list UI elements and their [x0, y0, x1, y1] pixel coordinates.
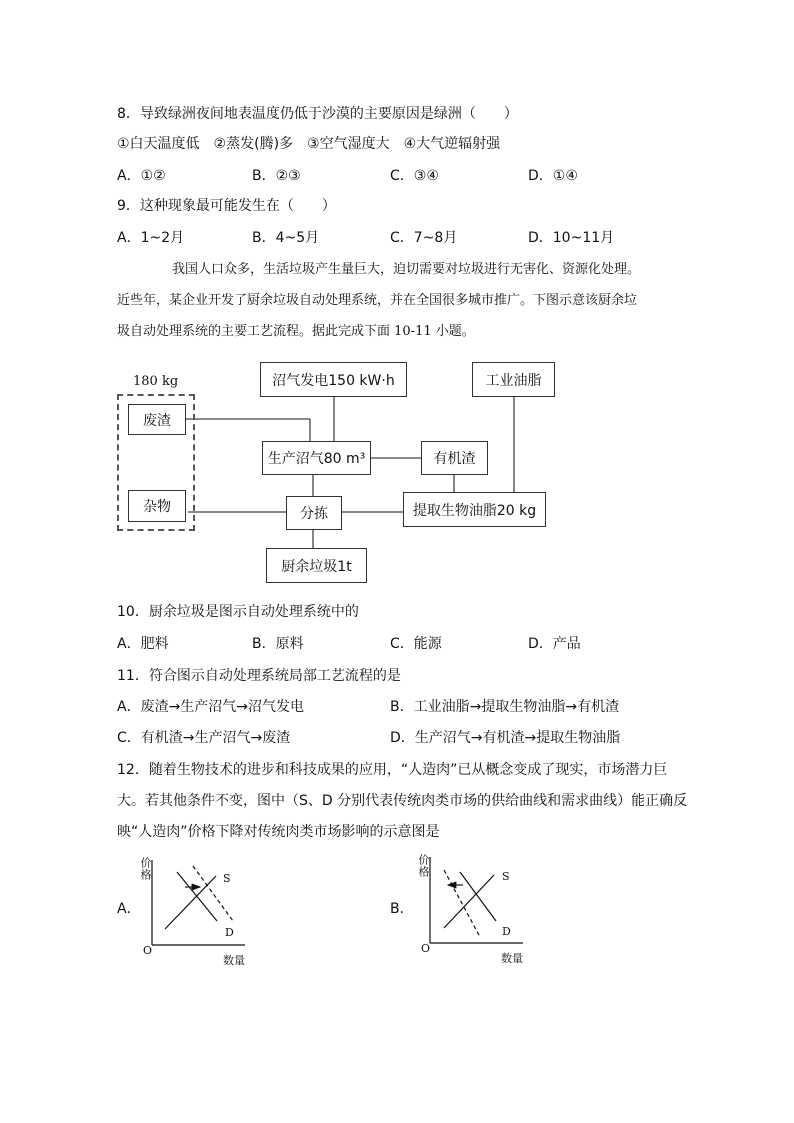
intro-line-2: 近些年，某企业开发了厨余垃圾自动处理系统，并在全国很多城市推广。下图示意该厨余垃 [117, 293, 638, 308]
q10-option-a: A．肥料 [117, 636, 169, 652]
q9-option-d: D．10~11月 [528, 230, 615, 246]
graph-a-label: A． [117, 901, 141, 917]
graph-b-y-label: 价格 [417, 854, 430, 878]
q11-option-d: D．生产沼气→有机渣→提取生物油脂 [390, 730, 621, 746]
q8-stem: 8．导致绿洲夜间地表温度仍低于沙漠的主要原因是绿洲（ ） [117, 106, 518, 122]
q8-option-a: A．①② [117, 168, 166, 184]
sorting-box: 分拣 [286, 496, 342, 530]
waste-residue-box: 废渣 [128, 404, 186, 435]
q10-option-b: B．原料 [252, 636, 304, 652]
graph-a-s-label: S [223, 872, 231, 885]
graph-b-label: B． [390, 901, 414, 917]
debris-box: 杂物 [128, 490, 186, 522]
q11-option-a: A．废渣→生产沼气→沼气发电 [117, 699, 305, 715]
q9-option-c: C．7~8月 [390, 230, 458, 246]
graph-b-s-label: S [502, 870, 510, 883]
biogas-power-box: 沼气发电150 kW·h [260, 362, 407, 397]
q10-option-d: D．产品 [528, 636, 581, 652]
q11-stem: 11．符合图示自动处理系统局部工艺流程的是 [117, 668, 401, 684]
graph-a-origin: O [143, 944, 153, 957]
organic-residue-box: 有机渣 [421, 441, 488, 475]
graph-b-d-label: D [502, 925, 511, 938]
q9-option-a: A．1~2月 [117, 230, 185, 246]
q8-option-d: D．①④ [528, 168, 578, 184]
q10-option-c: C．能源 [390, 636, 442, 652]
q9-stem: 9．这种现象最可能发生在（ ） [117, 198, 336, 214]
kitchen-waste-box: 厨余垃圾1t [266, 548, 367, 583]
graph-a-x-label: 数量 [223, 954, 245, 967]
graph-a-d-label: D [225, 926, 234, 939]
graph-b-x-label: 数量 [501, 952, 523, 965]
q9-option-b: B．4~5月 [252, 230, 320, 246]
intro-line-3: 圾自动处理系统的主要工艺流程。据此完成下面 10-11 小题。 [117, 324, 475, 339]
industrial-oil-box: 工业油脂 [472, 362, 555, 397]
graph-b-origin: O [421, 942, 431, 955]
q11-option-c: C．有机渣→生产沼气→废渣 [117, 730, 291, 746]
residue-weight-label: 180 kg [133, 374, 179, 389]
q12-line-2: 大。若其他条件不变，图中（S、D 分别代表传统肉类市场的供给曲线和需求曲线）能正确反 [117, 793, 688, 809]
intro-line-1: 我国人口众多，生活垃圾产生量巨大，迫切需要对垃圾进行无害化、资源化处理。 [172, 262, 641, 277]
q8-items: ①白天温度低 ②蒸发(腾)多 ③空气湿度大 ④大气逆辐射强 [117, 136, 501, 152]
biogas-production-box: 生产沼气80 m³ [262, 441, 371, 475]
graph-b-demand-shifted [444, 870, 480, 937]
q11-option-b: B．工业油脂→提取生物油脂→有机渣 [390, 699, 620, 715]
q10-stem: 10．厨余垃圾是图示自动处理系统中的 [117, 604, 359, 620]
graph-a-y-label: 价格 [139, 857, 152, 881]
q8-option-b: B．②③ [252, 168, 301, 184]
q12-line-1: 12．随着生物技术的进步和科技成果的应用，“人造肉”已从概念变成了现实，市场潜力巨 [117, 762, 668, 778]
extract-oil-box: 提取生物油脂20 kg [403, 492, 546, 527]
q12-line-3: 映“人造肉”价格下降对传统肉类市场影响的示意图是 [117, 824, 440, 840]
q8-option-c: C．③④ [390, 168, 439, 184]
